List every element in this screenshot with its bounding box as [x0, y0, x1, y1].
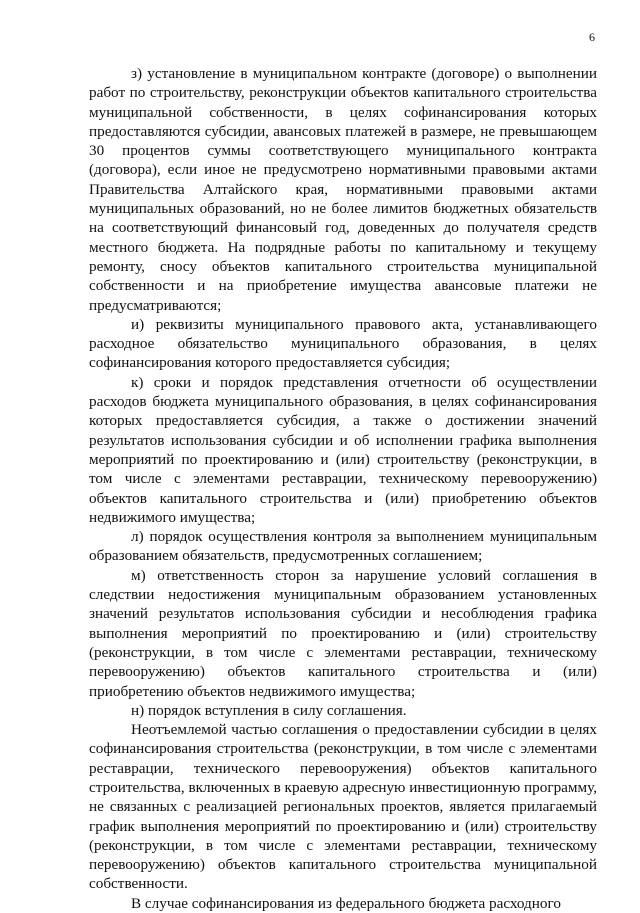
paragraph-federal-cofinancing: В случае софинансирования из федерального бюджета расходного: [131, 894, 561, 912]
paragraph-m: м) ответственность сторон за нарушение условий соглашения в следствии недостижения муниципальным образованием установленных значений результатов использования субсидии и несоблюдения графика выполнения мероприятий по проектированию и (или) строительству (реконструкции, в том числе с элементами реставрации, техническому перевооружению) объектов капитального строительства и (или) приобретению объектов недвижимого имущества;: [89, 566, 597, 700]
paragraph-appendix-schedule: Неотъемлемой частью соглашения о предоставлении субсидии в целях софинансирования строительства (реконструкции, в том числе с элементами реставрации, технического перевооружения) объектов капитального строительства, включенных в краевую адресную инвестиционную программу, не связанных с реализацией региональных проектов, является прилагаемый график выполнения мероприятий по проектированию и (или) строительству (реконструкции, в том числе с элементами реставрации, техническому перевооружению) объектов капитального строительства муниципальной собственности.: [89, 721, 597, 893]
paragraph-i: и) реквизиты муниципального правового акта, устанавливающего расходное обязательство муниципального образования, в целях софинансирования которого предоставляется субсидия;: [89, 315, 597, 372]
paragraph-l: л) порядок осуществления контроля за выполнением муниципальным образованием обязательств, предусмотренных соглашением;: [89, 528, 597, 565]
paragraph-n: н) порядок вступления в силу соглашения.: [131, 701, 407, 719]
paragraph-k: к) сроки и порядок представления отчетности об осуществлении расходов бюджета муниципального образования, в целях софинансирования которых предоставляется субсидия, а также о достижении значений результатов использования субсидии и об исполнении графика выполнения мероприятий по проектированию и (или) строительству (реконструкции, в том числе с элементами реставрации, техническому перевооружению) объектов капитального строительства и (или) приобретению объектов недвижимого имущества;: [89, 373, 597, 526]
paragraph-z: з) установление в муниципальном контракте (договоре) о выполнении работ по строительству, реконструкции объектов капитального строительства муниципальной собственности, в целях софинансирования которых предоставляются субсидии, авансовых платежей в размере, не превышающем 30 процентов суммы соответствующего муниципального контракта (договора), если иное не предусмотрено нормативными правовыми актами Правительства Алтайского края, нормативными правовыми актами муниципальных образований, но не более лимитов бюджетных обязательств на соответствующий финансовый год, доведенных до получателя средств местного бюджета. На подрядные работы по капитальному и текущему ремонту, сносу объектов капитального строительства муниципальной собственности и на приобретение имущества авансовые платежи не предусматриваются;: [89, 65, 597, 314]
page-number: 6: [589, 30, 595, 44]
document-body: [89, 64, 597, 913]
